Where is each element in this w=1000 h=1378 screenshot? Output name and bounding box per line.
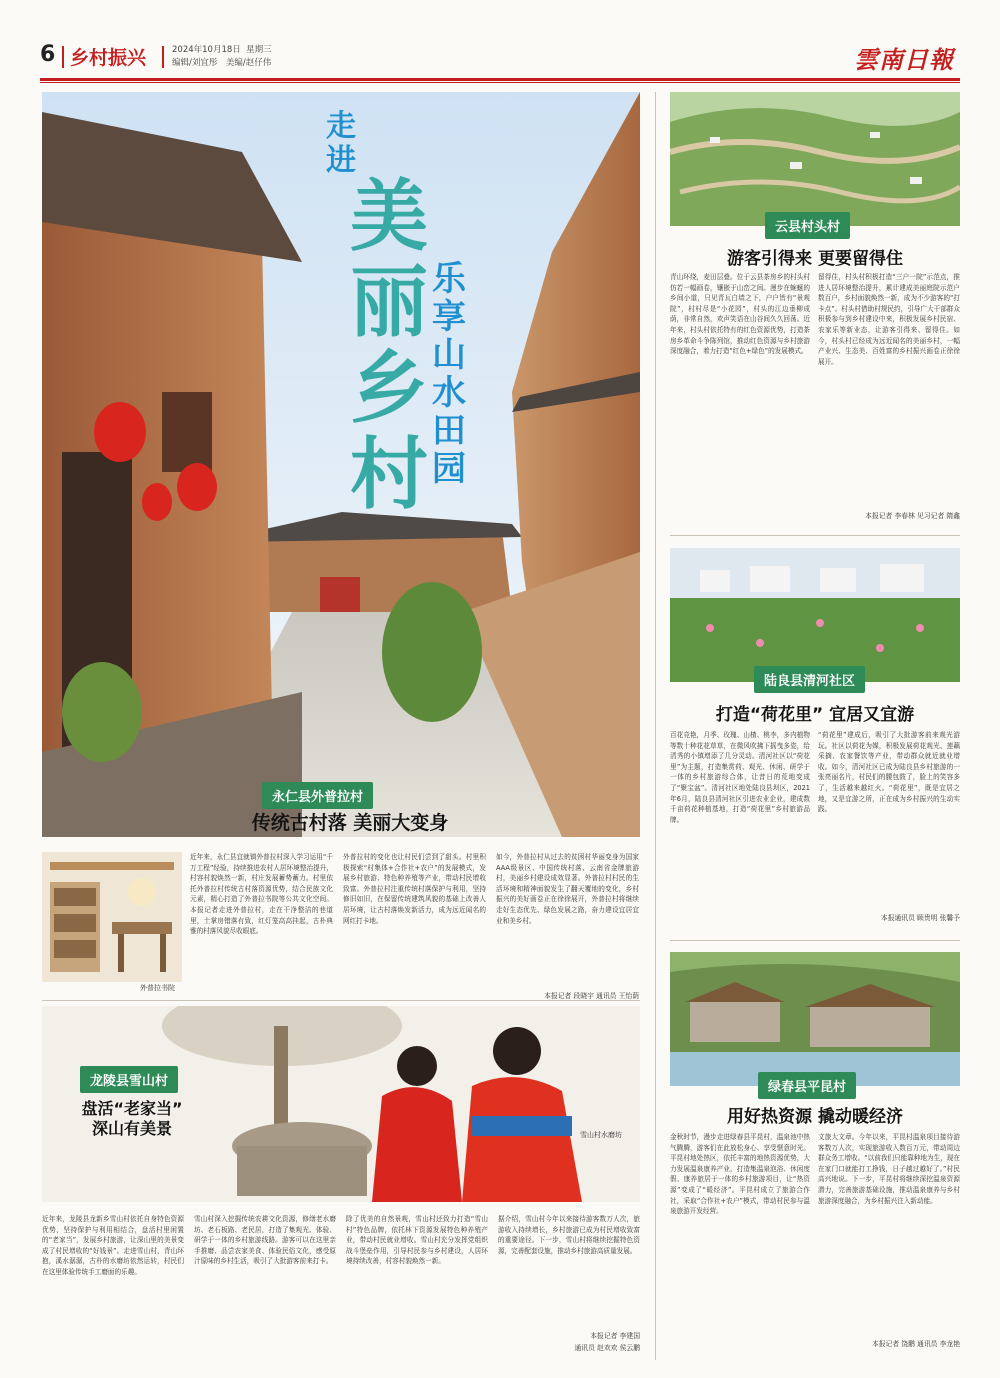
story5-column-2: 文旅大文章。今年以来，平昆村温泉项目接待游客数万人次，实现旅游收入数百万元，带动周边群众务工增收。“以前我们只能靠种地为生，现在在家门口就能打工挣钱，日子越过越好了。”村民高兴地说。下一步，平昆村将继续深挖温泉资源潜力，完善旅游基础设施，推动温泉康养与乡村旅游深度融合，为乡村振兴注入新动能。 (818, 1133, 960, 1205)
column-divider (655, 92, 656, 1360)
story3-column-2: 留得住，村头村积极打造“三户一院”示范点，推进人居环境整治提升，累计建成美丽庭院示范户数百户，乡村面貌焕然一新，成为不少游客的“打卡点”。村头村借助村规民约，引导广大干部群众积极参与到乡村建设中来，积极发展乡村民宿、农家乐等新业态，让游客引得来、留得住。如今，村头村已经成为远近闻名的美丽乡村，一幅产业兴、生态美、百姓富的乡村振兴画卷正徐徐展开。 (818, 273, 960, 366)
story2-column-2: 雪山村深入挖掘传统农耕文化资源，修缮老水磨坊、老石板路、老民居，打造了集观光、体验、研学于一体的乡村旅游线路。游客可以在这里亲手推磨、品尝农家美食、体验民俗文化，感受原汁原味的乡村生活，吸引了大批游客前来打卡。 (194, 1215, 336, 1266)
story1-photo (42, 852, 182, 982)
story3-byline: 本报记者 李春林 见习记者 隋鑫 (865, 512, 960, 520)
story2-byline-correspondents: 通讯员 赵欢欢 侯云鹏 (574, 1344, 640, 1352)
story4-location-tag: 陆良县清河社区 (754, 666, 865, 693)
issue-date-block (172, 44, 272, 70)
story2-location-tag: 龙陵县雪山村 (80, 1066, 178, 1093)
story5-byline: 本报记者 饶鹏 通讯员 李龙艳 (871, 1340, 960, 1348)
story2-column-4: 据介绍，雪山村今年以来接待游客数万人次，旅游收入持续增长，乡村旅游已成为村民增收致富的重要途径。下一步，雪山村将继续挖掘特色资源，完善配套设施，推动乡村旅游高质量发展。 (498, 1215, 640, 1255)
story5-headline: 用好热资源 撬动暖经济 (727, 1107, 903, 1127)
feature-photo (42, 92, 640, 837)
story1-location-tag: 永仁县外普拉村 (262, 782, 373, 809)
story3-column-1: 青山环绕，麦田层叠。位于云县茶房乡的村头村仿若一幅画卷，镶嵌于山峦之间。漫步在蜿蜒的乡间小道，只见青瓦白墙之下，户户皆有“景观院”，村村尽是“小花园”，村头的江边垂柳成荫，非常自然，欢声笑语在山谷间久久回荡。近年来，村头村依托特有的红色资源优势，打造茶房乡革命斗争陈列馆，推动红色资源与乡村旅游深度融合，着力打造“红色+绿色”的发展模式。 (670, 273, 810, 356)
story3-photo (670, 92, 960, 226)
newspaper-logo: 雲南日報 (854, 45, 954, 74)
story4-byline: 本报通讯员 顾贵明 张馨予 (880, 914, 960, 922)
story3-headline: 游客引得来 更要留得住 (727, 249, 903, 269)
divider (162, 46, 164, 68)
story3-location-tag: 云县村头村 (765, 212, 850, 239)
story1-column-2: 外普拉村的变化也让村民们尝到了甜头。村里积极探索“村集体+合作社+农户”的发展模式，发展乡村旅游、特色种养殖等产业，带动村民增收致富。外普拉村注重传统村落保护与利用，坚持修旧如旧，在保留传统建筑风貌的基础上改善人居环境，让古村落焕发新活力，成为远近闻名的网红打卡地。 (343, 853, 486, 925)
issue-date: 2024年10月18日 (172, 45, 241, 55)
feature-title: 美丽乡村 (350, 171, 429, 520)
story4-photo (670, 548, 960, 682)
section-divider (670, 535, 960, 536)
story5-location-tag: 绿春县平昆村 (758, 1072, 856, 1099)
story1-photo-caption: 外普拉书院 (140, 984, 175, 992)
section-title: 乡村振兴 (70, 47, 147, 69)
story2-photo-caption: 雪山村水磨坊 (580, 1131, 622, 1139)
header-rule (40, 82, 960, 83)
village-lane-illustration (42, 92, 640, 837)
issue-weekday: 星期三 (246, 45, 272, 55)
story5-column-1: 金秋时节，漫步走进绿春县平昆村，温泉池中热气腾腾，游客们在此放松身心、享受惬意时光。平昆村地处热区，依托丰富的地热资源优势，大力发展温泉康养产业，打造集温泉泡浴、休闲度假、康养旅居于一体的乡村旅游项目，让“热资源”变成了“暖经济”。平昆村成立了旅游合作社，采取“合作社+农户”模式，带动村民参与温泉旅游开发经营。 (670, 1133, 810, 1216)
section-divider (42, 1000, 640, 1001)
feature-subtitle: 乐享山水田园 (432, 259, 466, 489)
divider (62, 46, 64, 68)
feature-title-prefix: 走进 (326, 109, 356, 178)
story2-column-3: 除了优美的自然景观，雪山村还致力打造“雪山村”特色品牌，依托林下资源发展特色种养殖产业，带动村民就业增收。雪山村充分发挥党组织战斗堡垒作用，引导村民参与乡村建设，人居环境持续改善，村容村貌焕然一新。 (346, 1215, 488, 1266)
story5-photo (670, 952, 960, 1086)
editors: 编辑/刘宜彤 美编/赵仔伟 (172, 58, 272, 68)
story2-column-1: 近年来，龙陵县龙新乡雪山村依托自身特色资源优势，坚持保护与利用相结合，盘活村里闲置的“老家当”，发展乡村旅游，让深山里的美景变成了村民增收的“好钱景”。走进雪山村，青山环抱，溪水潺潺，古朴的水磨坊依然运转，村民们在这里体验传统手工磨面的乐趣。 (42, 1215, 184, 1276)
story2-byline-reporter: 本报记者 李建国 (590, 1332, 640, 1340)
story1-column-1: 近年来，永仁县宜就镇外普拉村深入学习运用“千万工程”经验，持续推进农村人居环境整治提升，村容村貌焕然一新，村庄发展蓄势蓄力。村里依托外普拉村传统古村落资源优势，结合民族文化元素，精心打造了外普拉书院等公共文化空间。本报记者走进外普拉村，走在干净整洁的巷道里，土掌房错落有致，红灯笼高高挂起，古朴典雅的村落风貌尽收眼底。 (190, 853, 333, 936)
section-divider (670, 940, 960, 941)
story2-headline-line1: 盘活“老家当” (81, 1099, 183, 1118)
story4-column-1: 百花竞艳，月季、玫瑰、山楂、桃李，多内植物等数十种花花草草，在微风吹拂下摇曳多姿，给清秀的小镇增添了几分灵动。清河社区以“荷花里”为主题，打造集赏荷、观光、休闲、研学于一体的乡村旅游综合体，让昔日的荒地变成了“聚宝盆”。清河社区地处陆良县坝区，2021年6月，陆良县清河社区引进农业企业，建成数千亩荷花种植基地，打造“荷花里”乡村旅游品牌。 (670, 731, 810, 824)
story1-headline: 传统古村落 美丽大变身 (251, 812, 449, 834)
header-rule (40, 78, 960, 81)
story4-headline: 打造“荷花里” 宜居又宜游 (715, 705, 915, 725)
page-number: 6 (40, 42, 56, 67)
masthead (40, 40, 960, 74)
story1-byline: 本报记者 段晓宇 通讯员 王怡荫 (544, 992, 639, 1000)
story2-headline-line2: 深山有美景 (91, 1119, 172, 1138)
story1-column-3: 如今，外普拉村从过去的贫困村华丽变身为国家AAA级景区、中国传统村落、云南省金牌旅游村，美丽乡村建设成效显著。外普拉村村民的生活环境和精神面貌发生了翻天覆地的变化，乡村振兴的美好画卷正在徐徐展开，外普拉村将继续走好生态优先、绿色发展之路，奋力建设宜居宜业和美乡村。 (496, 853, 639, 925)
story4-column-2: “荷花里”建成后，吸引了大批游客前来观光游玩。社区以荷花为媒，积极发展荷花观光、莲藕采摘、农家餐饮等产业，带动群众就近就业增收。如今，清河社区已成为陆良县乡村旅游的一张亮丽名片，村民们的腰包鼓了，脸上的笑容多了，生活越来越红火。“荷花里”，既是宜居之地，又是宜游之所，正在成为乡村振兴的生动实践。 (818, 731, 960, 814)
